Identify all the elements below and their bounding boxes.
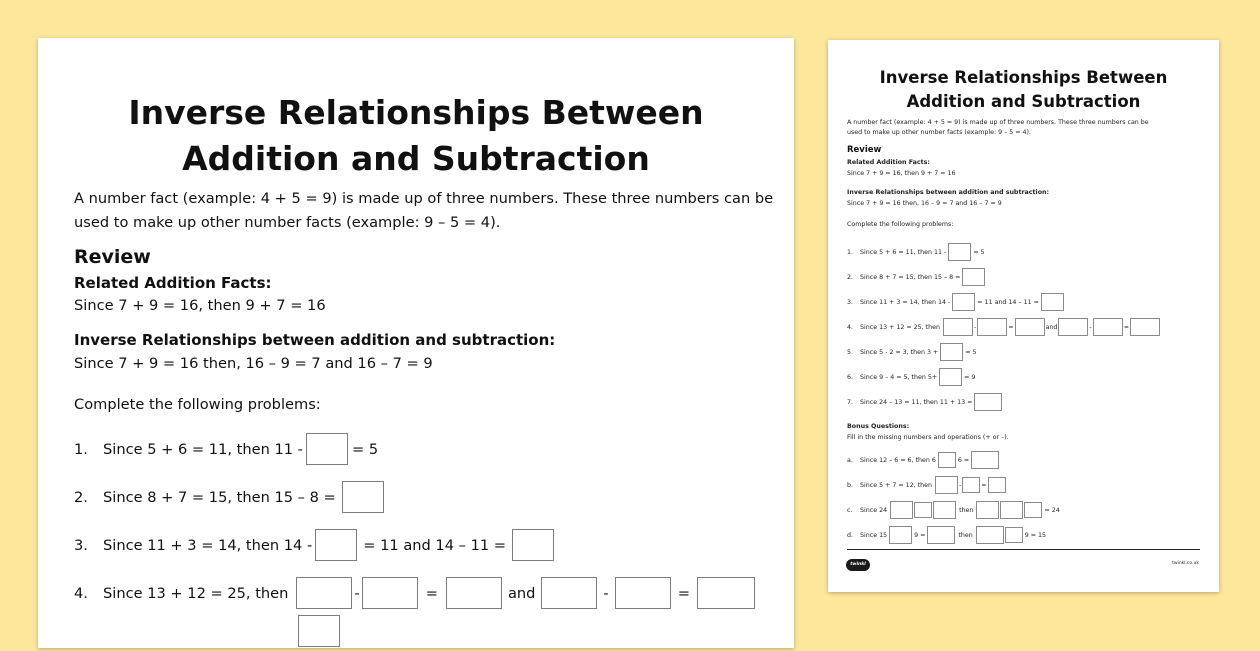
minus-sign: - — [354, 584, 360, 602]
problem-after: = 9 — [964, 373, 976, 381]
preview-title — [828, 66, 1219, 114]
answer-box[interactable] — [976, 526, 1004, 544]
bonus-text: Since 15 — [860, 531, 888, 539]
problem-text: Since 24 – 13 = 11, then 11 + 13 = — [860, 398, 973, 406]
answer-box[interactable] — [940, 343, 963, 361]
preview-problem-4 — [847, 317, 1160, 337]
preview-inverse-heading: Inverse Relationships between addition and subtraction: — [847, 189, 1050, 196]
intro-line-1: A number fact (example: 4 + 5 = 9) is made up of three numbers. These three numbers can be — [74, 190, 774, 207]
preview-complete-instructions: Complete the following problems: — [847, 221, 954, 228]
equals-sign: = — [425, 584, 438, 602]
answer-box[interactable] — [935, 476, 958, 494]
problem-number: 2. — [74, 488, 88, 506]
preview-review-heading: Review — [847, 145, 882, 155]
problem-2 — [74, 477, 384, 517]
answer-box[interactable] — [890, 501, 913, 519]
answer-box[interactable] — [446, 577, 502, 609]
review-heading: Review — [74, 246, 151, 268]
problem-3 — [74, 525, 554, 565]
problem-after: = 5 — [965, 348, 977, 356]
bonus-after: = 24 — [1044, 506, 1060, 514]
bonus-d — [847, 525, 1046, 545]
answer-box[interactable] — [541, 577, 597, 609]
answer-box[interactable] — [298, 615, 340, 647]
problem-text: Since 13 + 12 = 25, then — [860, 323, 940, 331]
bonus-text: Since 12 – 6 = 6, then 6 — [860, 456, 936, 464]
answer-box[interactable] — [1130, 318, 1160, 336]
title-line-2: Addition and Subtraction — [182, 139, 650, 178]
minus-sign: - — [974, 323, 977, 331]
related-heading: Related Addition Facts: — [74, 274, 272, 292]
answer-box[interactable] — [976, 501, 999, 519]
answer-box[interactable] — [1015, 318, 1045, 336]
bonus-a — [847, 450, 999, 470]
problem-mid: = 11 and 14 – 11 = — [977, 298, 1039, 306]
answer-box[interactable] — [1093, 318, 1123, 336]
problem-after: = 5 — [973, 248, 985, 256]
then-word: then — [959, 506, 974, 514]
answer-box[interactable] — [927, 526, 955, 544]
bonus-text: Since 24 — [860, 506, 888, 514]
answer-box[interactable] — [943, 318, 973, 336]
equals-sign: = — [981, 481, 987, 489]
answer-box[interactable] — [938, 452, 956, 468]
answer-box[interactable] — [615, 577, 671, 609]
problem-number: 4. — [74, 584, 88, 602]
preview-title-line-2: Addition and Subtraction — [906, 92, 1141, 111]
answer-box[interactable] — [342, 481, 384, 513]
worksheet-large — [38, 38, 794, 648]
preview-problem-7 — [847, 392, 1002, 412]
equals-sign: = — [1008, 323, 1014, 331]
problem-mid: = 11 and 14 – 11 = — [363, 536, 507, 554]
problem-number: 7. — [847, 398, 854, 406]
problem-text: Since 5 + 6 = 11, then 11 - — [860, 248, 947, 256]
bonus-instructions: Fill in the missing numbers and operations (+ or –). — [847, 434, 1009, 441]
problem-text: Since 11 + 3 = 14, then 14 - — [103, 536, 313, 554]
problem-text: Since 11 + 3 = 14, then 14 - — [860, 298, 951, 306]
problem-text: Since 13 + 12 = 25, then — [103, 584, 289, 602]
answer-box[interactable] — [962, 268, 985, 286]
answer-box[interactable] — [296, 577, 352, 609]
and-word: and — [1045, 323, 1058, 331]
equals-sign: = — [677, 584, 690, 602]
answer-box[interactable] — [962, 477, 980, 493]
answer-box[interactable] — [1005, 527, 1023, 543]
bonus-b — [847, 475, 1006, 495]
preview-problem-1 — [847, 242, 985, 262]
minus-sign: - — [1089, 323, 1092, 331]
bonus-after: 6 = — [957, 456, 970, 464]
problem-number: 3. — [74, 536, 88, 554]
bonus-number: c. — [847, 506, 853, 514]
answer-box[interactable] — [1058, 318, 1088, 336]
problem-number: 5. — [847, 348, 854, 356]
preview-title-line-1: Inverse Relationships Between — [879, 68, 1168, 87]
bonus-number: d. — [847, 531, 853, 539]
preview-inverse-text: Since 7 + 9 = 16 then, 16 – 9 = 7 and 16 – 7 = 9 — [847, 200, 1002, 207]
bonus-c — [847, 500, 1060, 520]
answer-box[interactable] — [939, 368, 962, 386]
problem-text: Since 5 + 6 = 11, then 11 - — [103, 440, 303, 458]
answer-box[interactable] — [306, 433, 348, 465]
complete-instructions: Complete the following problems: — [74, 396, 321, 413]
worksheet-title — [38, 90, 794, 182]
problem-after: = 5 — [351, 440, 379, 458]
related-text: Since 7 + 9 = 16, then 9 + 7 = 16 — [74, 297, 326, 314]
worksheet-preview — [828, 40, 1219, 592]
twinkl-logo: twinkl — [846, 559, 870, 571]
answer-box[interactable] — [889, 526, 912, 544]
equals-sign: = — [1123, 323, 1129, 331]
intro-line-2: used to make up other number facts (example: 9 – 5 = 4). — [74, 214, 501, 231]
answer-box[interactable] — [933, 501, 956, 519]
answer-box[interactable] — [1024, 502, 1042, 518]
bonus-plus: 9 = — [914, 531, 926, 539]
answer-box[interactable] — [948, 243, 971, 261]
inverse-heading: Inverse Relationships between addition and subtraction: — [74, 331, 556, 349]
preview-problem-3 — [847, 292, 1064, 312]
bonus-after: 9 = 15 — [1024, 531, 1047, 539]
preview-problem-5 — [847, 342, 977, 362]
problem-number: 2. — [847, 273, 854, 281]
preview-problem-6 — [847, 367, 975, 387]
problem-number: 3. — [847, 298, 854, 306]
bonus-heading: Bonus Questions: — [847, 423, 910, 430]
answer-box[interactable] — [971, 451, 999, 469]
preview-related-heading: Related Addition Facts: — [847, 159, 930, 166]
problem-number: 6. — [847, 373, 854, 381]
and-word: and — [507, 584, 536, 602]
answer-box[interactable] — [977, 318, 1007, 336]
bonus-number: b. — [847, 481, 853, 489]
preview-intro-line-2: used to make up other number facts (example: 9 – 5 = 4). — [847, 129, 1031, 136]
problem-number: 1. — [847, 248, 854, 256]
problem-text: Since 8 + 7 = 15, then 15 – 8 = — [860, 273, 961, 281]
then-word: then — [958, 531, 973, 539]
preview-related-text: Since 7 + 9 = 16, then 9 + 7 = 16 — [847, 170, 956, 177]
minus-sign: - — [603, 584, 609, 602]
site-url: twinkl.co.uk — [1172, 561, 1199, 566]
minus-sign: - — [959, 481, 962, 489]
bonus-number: a. — [847, 456, 853, 464]
answer-box[interactable] — [1000, 501, 1023, 519]
problem-number: 4. — [847, 323, 854, 331]
problem-text: Since 5 - 2 = 3, then 3 + — [860, 348, 939, 356]
answer-box[interactable] — [315, 529, 357, 561]
answer-box[interactable] — [952, 293, 975, 311]
answer-box[interactable] — [988, 477, 1006, 493]
problem-4 — [74, 573, 755, 613]
preview-intro-line-1: A number fact (example: 4 + 5 = 9) is made up of three numbers. These three numbers can be — [847, 119, 1149, 126]
answer-box[interactable] — [914, 502, 932, 518]
problem-1 — [74, 429, 378, 469]
problem-5-partial — [298, 615, 340, 651]
answer-box[interactable] — [362, 577, 418, 609]
answer-box[interactable] — [1041, 293, 1064, 311]
bonus-text: Since 5 + 7 = 12, then — [860, 481, 932, 489]
footer-divider — [847, 549, 1200, 550]
title-line-1: Inverse Relationships Between — [128, 93, 704, 132]
answer-box[interactable] — [974, 393, 1002, 411]
problem-text: Since 9 – 4 = 5, then 5+ — [860, 373, 938, 381]
problem-text: Since 8 + 7 = 15, then 15 – 8 = — [103, 488, 336, 506]
answer-box[interactable] — [697, 577, 755, 609]
preview-problem-2 — [847, 267, 985, 287]
inverse-text: Since 7 + 9 = 16 then, 16 – 9 = 7 and 16 – 7 = 9 — [74, 355, 433, 372]
problem-number: 1. — [74, 440, 88, 458]
answer-box[interactable] — [512, 529, 554, 561]
